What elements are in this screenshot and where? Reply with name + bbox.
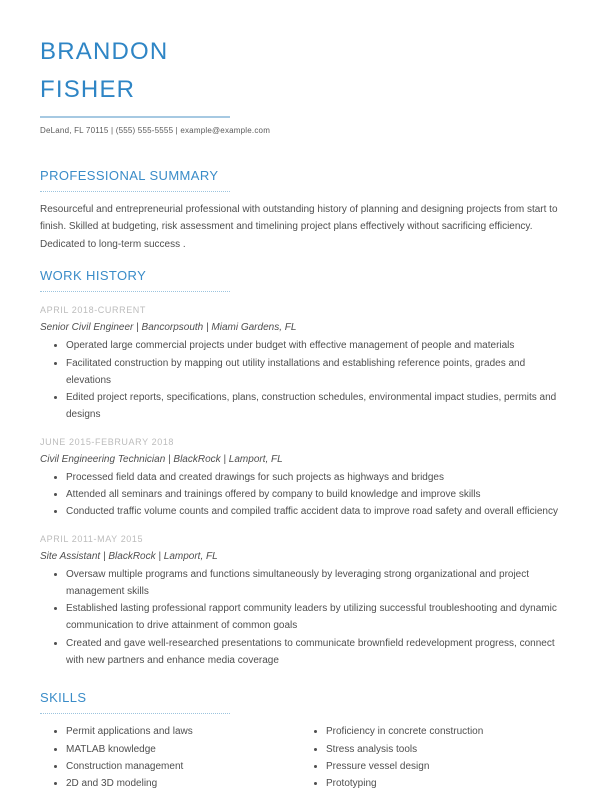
job-dates: JUNE 2015-FEBRUARY 2018 (40, 436, 175, 447)
job-bullet: • Processed field data and created drawings for such projects as highways and bridges (66, 469, 560, 486)
skills-column-left (40, 723, 300, 792)
skill-item: • Prototyping (326, 775, 560, 792)
job-entry (40, 437, 560, 521)
job-bullet: • Facilitated construction by mapping out utility installations and establishing reference points, grades and elevations (66, 355, 560, 390)
candidate-name (40, 33, 560, 109)
skills-heading: SKILLS (40, 690, 87, 706)
skill-item: • Construction management (66, 758, 300, 775)
section-professional-summary (40, 168, 560, 253)
skill-item: • Pressure vessel design (326, 758, 560, 775)
job-bullet-list (40, 566, 560, 670)
skill-item: • MATLAB knowledge (66, 741, 300, 758)
job-bullet: • Attended all seminars and trainings offered by company to build knowledge and improve skills (66, 486, 560, 503)
job-title: Senior Civil Engineer | Bancorpsouth | Miami Gardens, FL (40, 322, 297, 334)
skill-item: • Stress analysis tools (326, 741, 560, 758)
skill-item: • Permit applications and laws (66, 723, 300, 740)
section-work-history (40, 268, 560, 669)
summary-text: Resourceful and entrepreneurial professional with outstanding history of planning and designing projects from start to finish. Skilled at budgeting, risk assessment and timelining project plans effectively without sacrificing efficiency. Dedicated to long-term success . (40, 204, 558, 250)
job-bullet: • Edited project reports, specifications, plans, construction schedules, environmental impact studies, permits and designs (66, 389, 560, 424)
job-entry (40, 305, 560, 423)
resume-header (40, 33, 560, 135)
job-bullet: • Operated large commercial projects under budget with effective management of people and materials (66, 337, 560, 354)
candidate-last-name: FISHER (40, 76, 136, 103)
contact-line: DeLand, FL 70115 | (555) 555-5555 | example@example.com (40, 126, 271, 135)
job-bullet-list (40, 469, 560, 521)
job-title: Site Assistant | BlackRock | Lamport, FL (40, 550, 218, 562)
work-history-divider (40, 291, 230, 292)
job-bullet: • Created and gave well-researched presentations to communicate brownfield redevelopment progress, connect with new partners and enhance media coverage (66, 635, 560, 670)
candidate-first-name: BRANDON (40, 38, 169, 65)
skills-columns (40, 723, 560, 792)
name-divider (40, 116, 230, 118)
summary-divider (40, 191, 230, 192)
summary-heading: PROFESSIONAL SUMMARY (40, 168, 219, 183)
skills-column-right (300, 723, 560, 792)
skill-item: • 2D and 3D modeling (66, 775, 300, 792)
job-bullet: • Established lasting professional rapport community leaders by utilizing successful troubleshooting and dynamic communication to drive attainment of common goals (66, 600, 560, 635)
job-bullet: • Conducted traffic volume counts and compiled traffic accident data to improve road safety and overall efficiency (66, 503, 560, 520)
job-dates: APRIL 2011-MAY 2015 (40, 533, 144, 544)
work-history-heading: WORK HISTORY (40, 268, 147, 284)
job-dates: APRIL 2018-CURRENT (40, 305, 146, 316)
job-bullet: • Oversaw multiple programs and functions simultaneously by leveraging strong organizational and project management skills (66, 566, 560, 601)
skill-item: • Proficiency in concrete construction (326, 723, 560, 740)
job-bullet-list (40, 337, 560, 423)
job-title: Civil Engineering Technician | BlackRock | Lamport, FL (40, 453, 283, 465)
section-skills (40, 690, 560, 792)
job-entry (40, 534, 560, 670)
skills-divider (40, 713, 230, 714)
